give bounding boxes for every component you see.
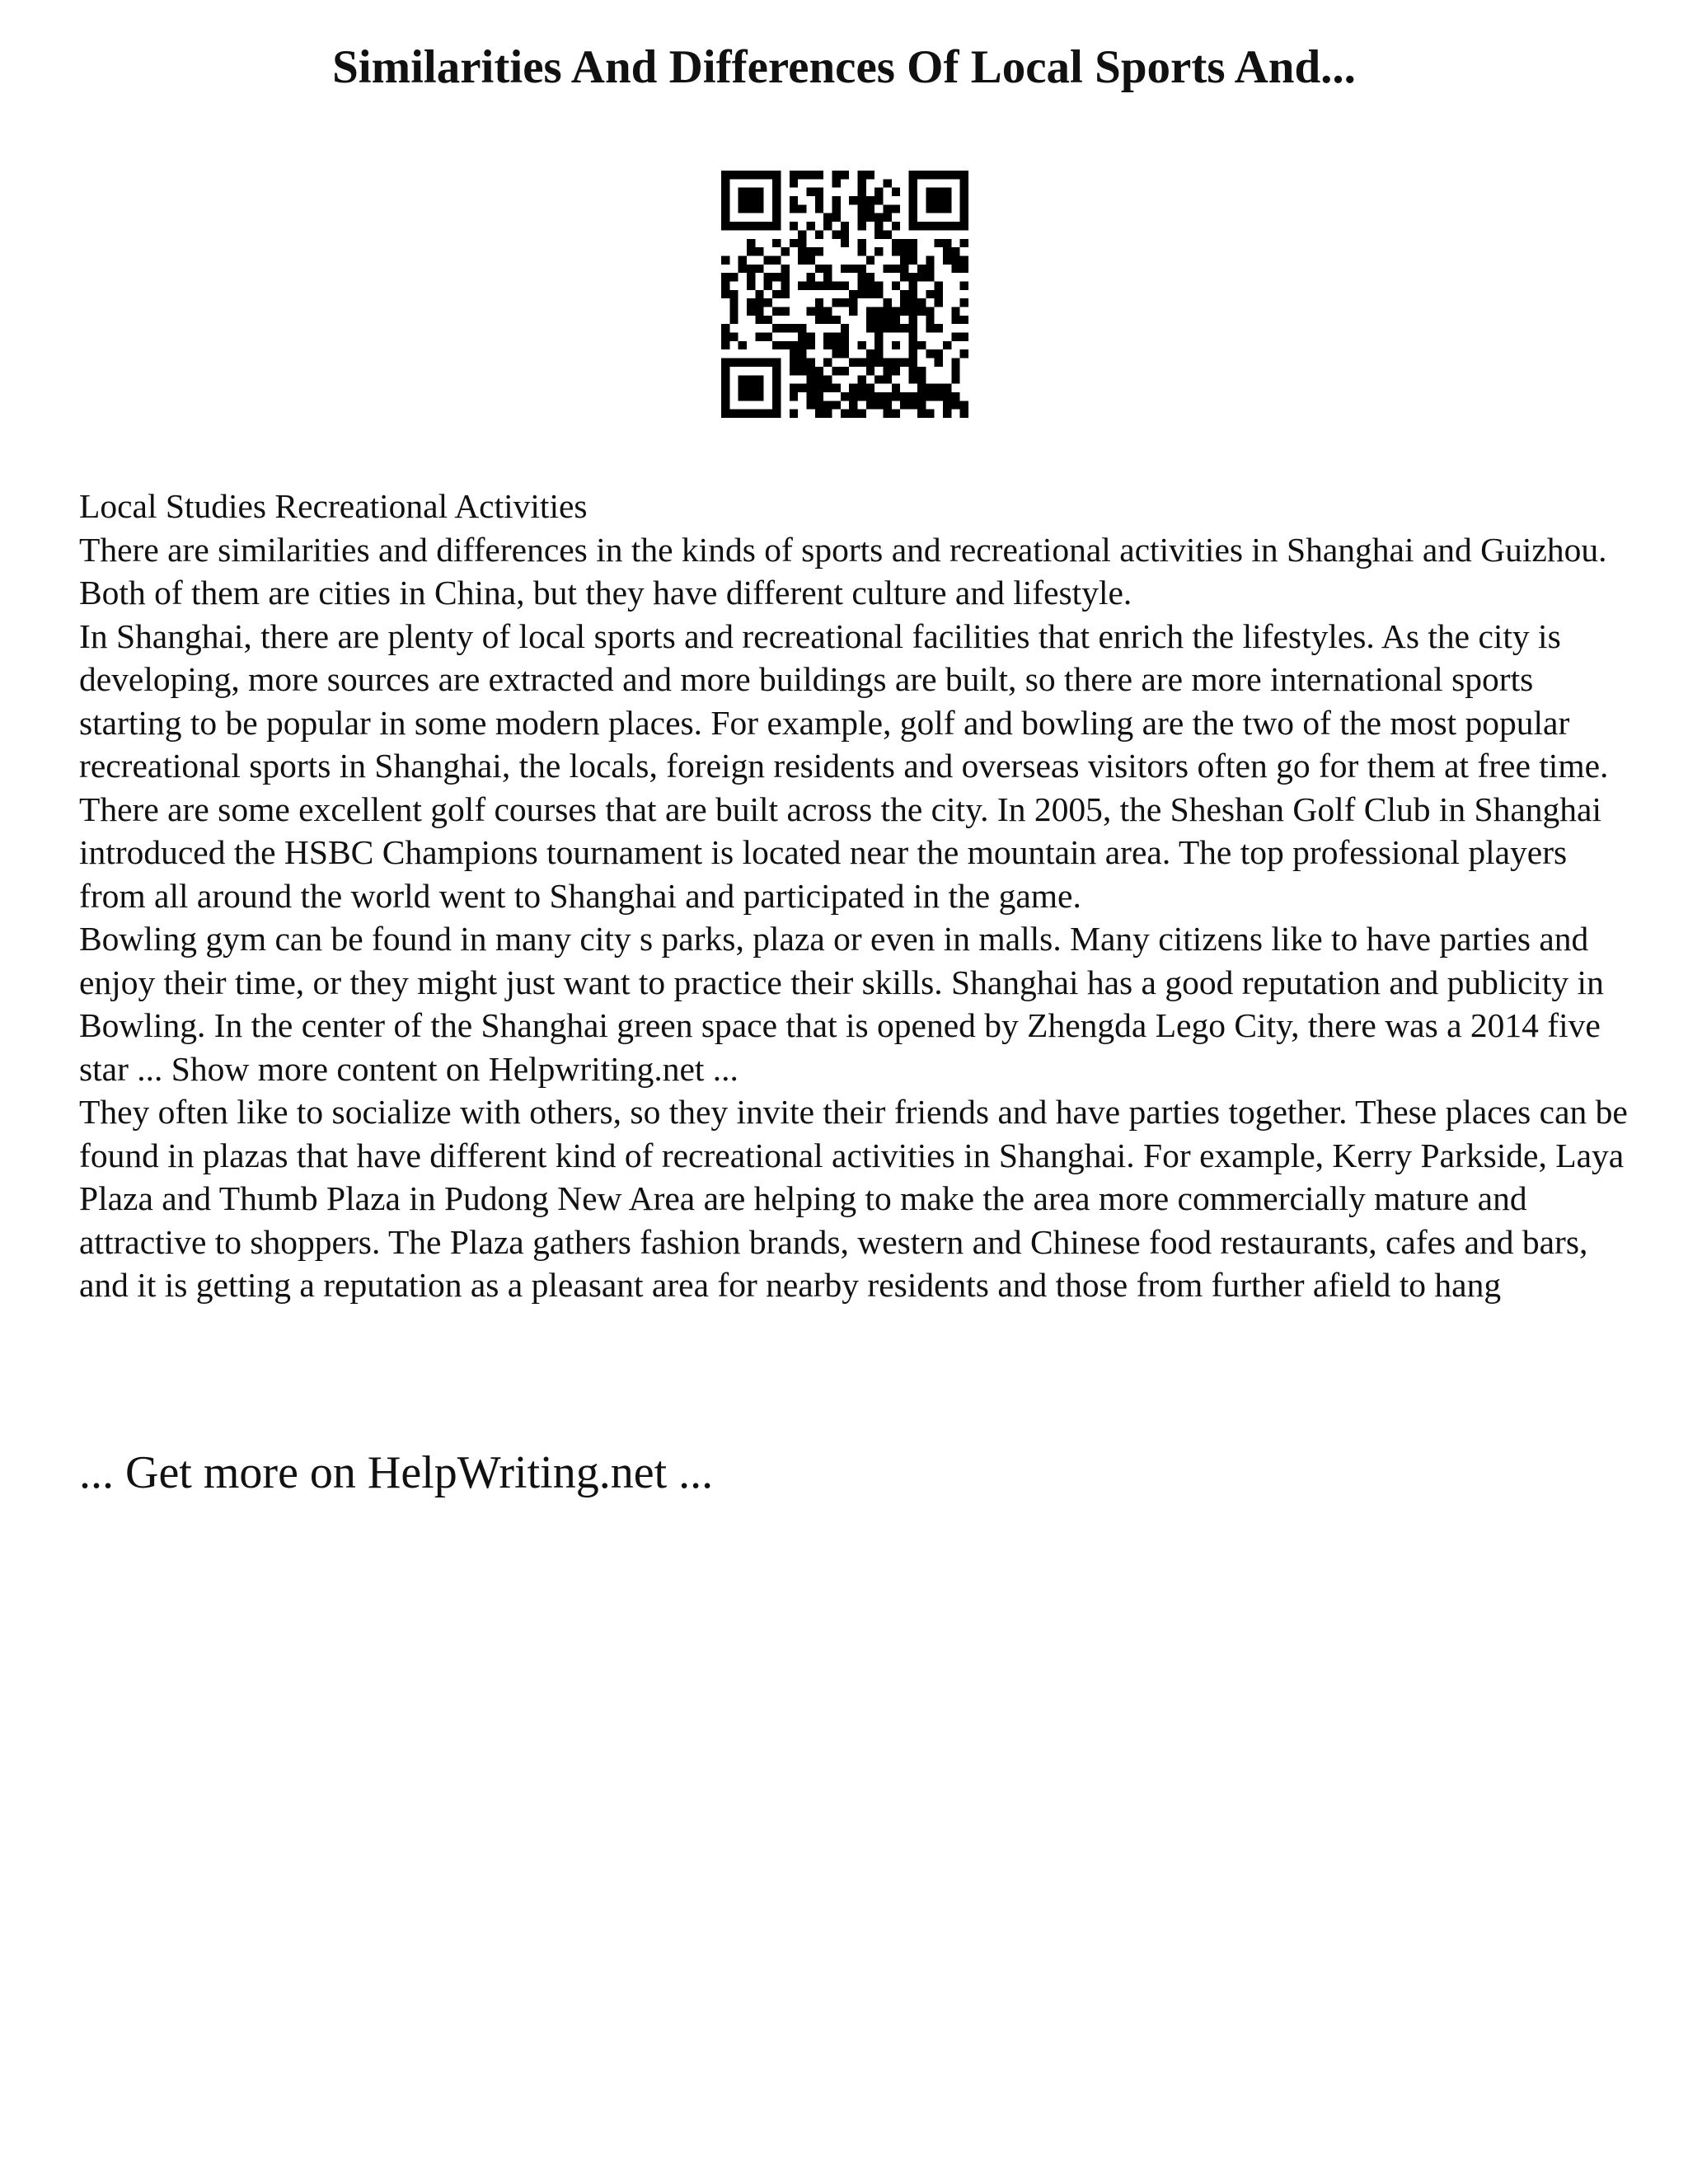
paragraph: There are similarities and differences in the kinds of sports and recreational activities in Shanghai and Guizhou. Both of them are cities in China, but they have different culture and lifestyle.	[79, 530, 1607, 612]
qr-code-icon	[721, 171, 968, 418]
paragraph: There are some excellent golf courses that are built across the city. In 2005, the Sheshan Golf Club in Shanghai introduced the HSBC Champions tournament is located near the mountain area. The top professional players from all around the world went to Shanghai and participated in the game.	[79, 790, 1601, 915]
document-title: Similarities And Differences Of Local Sports And...	[332, 41, 1356, 93]
get-more-link[interactable]: ... Get more on HelpWriting.net ...	[79, 1447, 714, 1498]
paragraph: Bowling gym can be found in many city s parks, plaza or even in malls. Many citizens like to have parties and enjoy their time, or they might just want to practice their skills. Shanghai has a good reputation and publicity in Bowling. In the center of the Shanghai green space that is opened by Zhengda Lego City, there was a 2014 five star ... Show more content on Helpwriting.net ...	[79, 920, 1604, 1088]
paragraph: In Shanghai, there are plenty of local sports and recreational facilities that enrich the lifestyles. As the city is developing, more sources are extracted and more buildings are built, so there are more international sports starting to be popular in some modern places. For example, golf and bowling are the two of the most popular recreational sports in Shanghai, the locals, foreign residents and overseas visitors often go for them at free time.	[79, 616, 1609, 785]
document-body	[79, 485, 1629, 1307]
document-subheading: Local Studies Recreational Activities	[79, 487, 588, 525]
paragraph: They often like to socialize with others, so they invite their friends and have parties together. These places can be found in plazas that have different kind of recreational activities in Shanghai. For example, Kerry Parkside, Laya Plaza and Thumb Plaza in Pudong New Area are helping to make the area more commercially mature and attractive to shoppers. The Plaza gathers fashion brands, western and Chinese food restaurants, cafes and bars, and it is getting a reputation as a pleasant area for nearby residents and those from further afield to hang	[79, 1093, 1628, 1304]
